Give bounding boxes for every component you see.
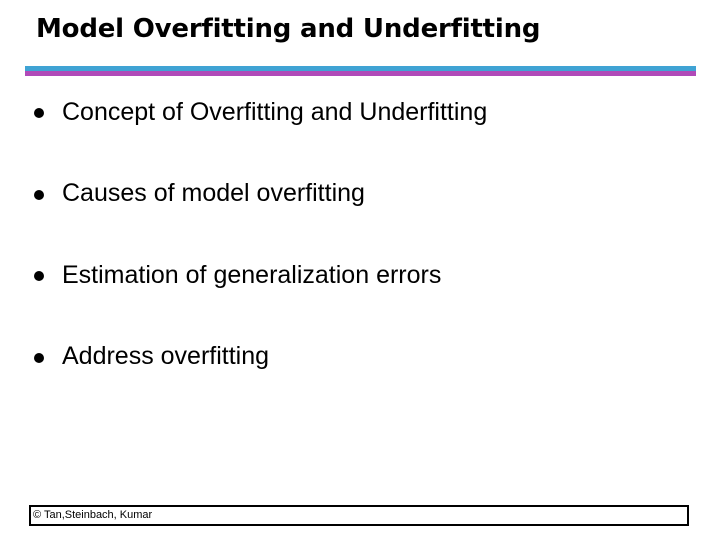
bullet-item [34,335,487,379]
bullet-dot-icon [34,108,44,118]
copyright-footer: © Tan,Steinbach, Kumar [33,509,153,521]
bullet-text: Causes of model overfitting [62,179,365,207]
bullet-dot-icon [34,353,44,363]
bullet-text: Concept of Overfitting and Underfitting [62,97,488,126]
bullet-dot-icon [34,190,44,200]
bullet-list [34,90,487,416]
bullet-item [34,172,487,216]
footer-box [29,505,689,526]
title-underline-purple [25,71,696,76]
bullet-text: Estimation of generalization errors [62,260,442,289]
slide-title: Model Overfitting and Underfitting [36,14,541,44]
bullet-item [34,253,487,297]
bullet-text: Address overfitting [62,342,270,370]
bullet-dot-icon [34,271,44,281]
bullet-item [34,90,487,134]
